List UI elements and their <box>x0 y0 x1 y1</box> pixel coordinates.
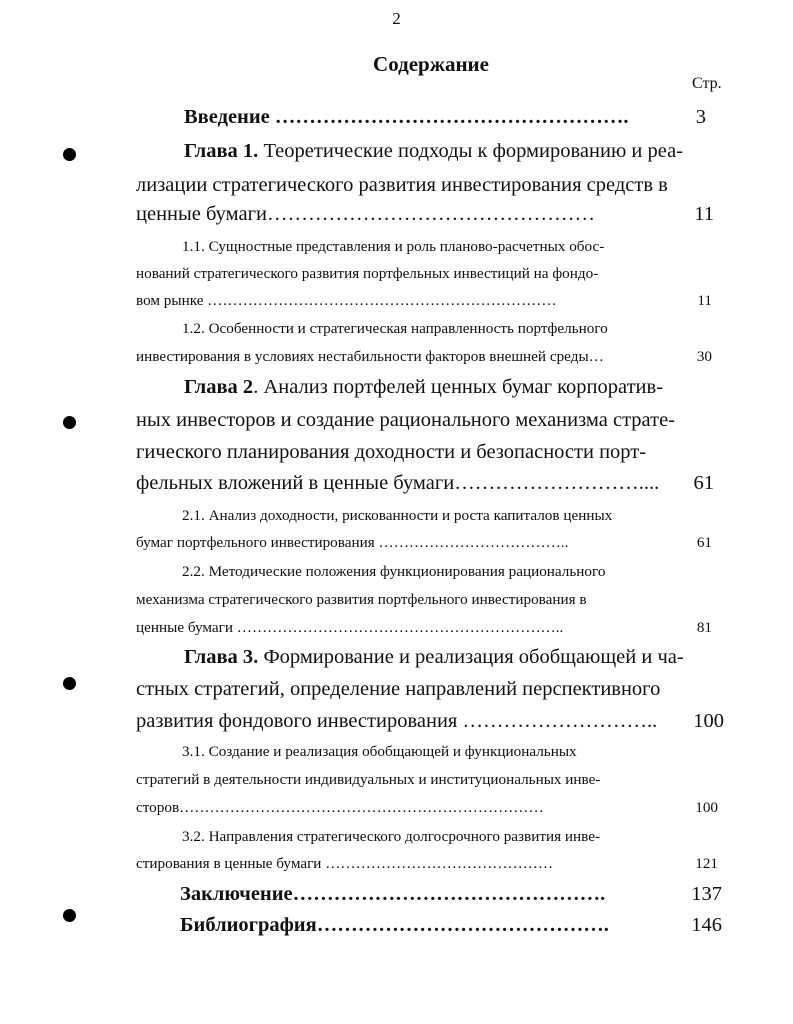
page-column-label: Стр. <box>692 75 722 92</box>
chapter-1-line-3: ценные бумаги………………………………………… <box>136 203 595 225</box>
chapter-2-label: Глава 2 <box>184 376 254 398</box>
section-3-2-page: 121 <box>695 855 718 872</box>
chapter-1-page: 11 <box>694 203 714 225</box>
conclusion-page: 137 <box>691 883 722 905</box>
page-number: 2 <box>392 9 401 28</box>
section-1-2-line-1: 1.2. Особенности и стратегическая направленность портфельного <box>182 320 608 337</box>
bibliography-page: 146 <box>691 914 722 936</box>
section-1-1-line-3: вом рынке …………………………………………………………… <box>136 292 557 309</box>
intro-page: 3 <box>695 106 706 128</box>
chapter-1-line-2: лизации стратегического развития инвестирования средств в <box>136 174 668 196</box>
section-2-1-line-2: бумаг портфельного инвестирования ……………………………….. <box>136 534 569 551</box>
toc-entry-chapter-2 <box>184 376 663 399</box>
section-3-1-line-1: 3.1. Создание и реализация обобщающей и функциональных <box>182 743 577 760</box>
page-title: Содержание <box>373 52 489 76</box>
chapter-2-line-4: фельных вложений в ценные бумаги……………………….... <box>136 472 660 494</box>
chapter-2-line-1: . Анализ портфелей ценных бумаг корпоратив- <box>253 376 664 398</box>
binding-hole-dot <box>63 416 76 429</box>
binding-hole-dot <box>63 677 76 690</box>
intro-leader: ……………………………………………. <box>269 106 629 128</box>
section-3-2-line-2: стирования в ценные бумаги ……………………………………… <box>136 855 554 872</box>
section-2-1-page: 61 <box>696 534 712 551</box>
section-2-2-line-3: ценные бумаги ……………………………………………………….. <box>136 619 564 636</box>
section-1-1-line-2: нований стратегического развития портфельных инвестиций на фондо- <box>136 265 599 282</box>
toc-entry-chapter-3 <box>184 646 684 669</box>
section-1-2-line-2: инвестирования в условиях нестабильности факторов внешней среды… <box>136 348 604 365</box>
section-1-2-page: 30 <box>696 348 712 365</box>
intro-label: Введение <box>184 106 270 128</box>
toc-entry-conclusion: Заключение………………………………………. <box>180 883 606 905</box>
chapter-3-line-2: стных стратегий, определение направлений перспективного <box>136 678 661 700</box>
section-2-2-page: 81 <box>696 619 712 636</box>
section-1-1-page: 11 <box>697 292 712 309</box>
chapter-1-line-1: Теоретические подходы к формированию и реа- <box>258 140 684 162</box>
chapter-3-line-1: Формирование и реализация обобщающей и ча- <box>258 646 684 668</box>
chapter-3-label: Глава 3. <box>184 646 259 668</box>
toc-entry-intro <box>184 106 629 129</box>
binding-hole-dot <box>63 148 76 161</box>
section-3-2-line-1: 3.2. Направления стратегического долгосрочного развития инве- <box>182 828 601 845</box>
chapter-2-line-2: ных инвесторов и создание рационального механизма страте- <box>136 409 675 431</box>
section-3-1-line-3: сторов……………………………………………………………… <box>136 799 544 816</box>
chapter-2-page: 61 <box>693 472 714 494</box>
toc-entry-chapter-1 <box>184 140 683 163</box>
binding-hole-dot <box>63 909 76 922</box>
section-3-1-line-2: стратегий в деятельности индивидуальных и институциональных инве- <box>136 771 601 788</box>
section-2-2-line-1: 2.2. Методические положения функционирования рационального <box>182 563 606 580</box>
chapter-1-label: Глава 1. <box>184 140 259 162</box>
chapter-2-line-3: гического планирования доходности и безопасности порт- <box>136 441 647 463</box>
section-1-1-line-1: 1.1. Сущностные представления и роль планово-расчетных обос- <box>182 238 605 255</box>
section-3-1-page: 100 <box>695 799 718 816</box>
chapter-3-page: 100 <box>693 710 724 732</box>
chapter-3-line-3: развития фондового инвестирования ……………………….. <box>136 710 658 732</box>
section-2-1-line-1: 2.1. Анализ доходности, рискованности и роста капиталов ценных <box>182 507 613 524</box>
toc-entry-bibliography: Библиография……………………………………. <box>180 914 609 936</box>
section-2-2-line-2: механизма стратегического развития портфельного инвестирования в <box>136 591 587 608</box>
